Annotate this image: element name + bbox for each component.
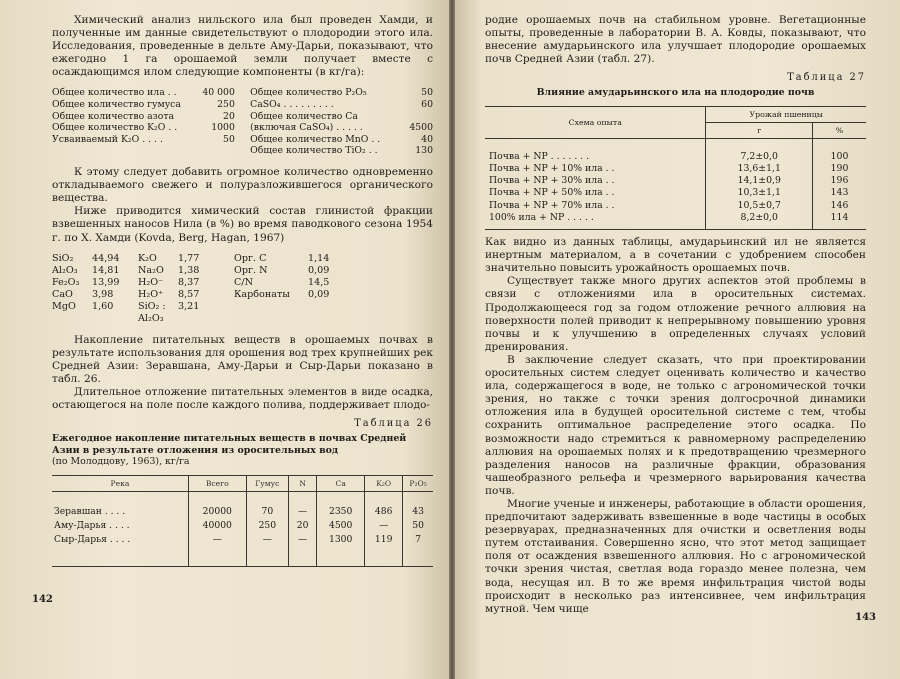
table-row — [485, 175, 866, 187]
table-row — [52, 519, 433, 533]
page-number-right: 143 — [855, 612, 876, 623]
chem-compound — [234, 301, 308, 325]
table-cell: 40000 — [188, 519, 246, 533]
page-number-left: 142 — [32, 594, 53, 605]
table-cell: Зеравшан . . . . — [54, 505, 126, 517]
table-cell: Почва + NP + 50% ила . . — [489, 187, 615, 199]
table-26-subtitle: (по Молодцову, 1963), кг/га — [52, 456, 190, 468]
chem-value: 13,99 — [92, 276, 120, 288]
table-cell: 20 — [289, 519, 317, 533]
table-26-body — [52, 491, 433, 566]
component-row — [52, 122, 235, 134]
right-paragraph-2: Как видно из данных таблицы, амударьинский ил не является инертным материалом, а в сочетании с удобрением способен значительно повысить урожайность орошаемых почв. — [485, 236, 866, 275]
table-26-header: N — [289, 475, 317, 491]
table-27-header-pct: % — [813, 122, 867, 138]
table-cell: Сыр-Дарья . . . . — [54, 533, 131, 545]
component-value: 130 — [415, 145, 433, 157]
chem-value: 14,5 — [308, 276, 330, 288]
table-cell: Почва + NP . . . . . . . — [489, 150, 590, 162]
components-column-left — [52, 87, 235, 157]
chem-compound: Al₂O₃ — [52, 264, 78, 276]
component-row — [250, 111, 433, 123]
chem-compound: Fe₂O₃ — [52, 276, 80, 288]
table-cell: 1300 — [317, 533, 365, 567]
component-value: 50 — [223, 133, 235, 145]
chem-compound: CaO — [52, 288, 73, 300]
chem-value: 1,60 — [92, 300, 114, 312]
table-row — [485, 212, 866, 230]
component-row — [250, 122, 433, 134]
table-26-header: P₂O₅ — [403, 475, 433, 491]
table-27-caption: Таблица 27 — [787, 72, 866, 84]
chem-value: 8,37 — [178, 276, 200, 288]
components-column-right — [250, 87, 433, 157]
component-row — [250, 134, 433, 146]
chem-compound: C/N — [234, 276, 253, 288]
table-cell: Почва + NP + 70% ила . . — [489, 199, 615, 211]
table-cell: 119 — [365, 533, 403, 567]
table-cell: 10,5±0,7 — [706, 200, 813, 212]
chem-value: 1,14 — [308, 252, 330, 264]
table-27-body — [485, 138, 866, 229]
chem-value: 0,09 — [308, 288, 330, 300]
table-cell: 7 — [403, 533, 433, 567]
table-row — [485, 163, 866, 175]
left-page — [0, 0, 449, 679]
left-paragraph-4: Накопление питательных веществ в орошаемых почвах в результате использования для орошения вод трех крупнейших рек Средней Азии: Зеравшана, Аму-Дарьи и Сыр-Дарьи показано в табл. 26. — [52, 333, 433, 385]
chem-value — [308, 301, 364, 325]
table-cell: 43 — [403, 491, 433, 519]
component-value: 1000 — [211, 122, 235, 134]
nile-clay-composition — [52, 253, 433, 325]
component-value: 60 — [421, 99, 433, 111]
component-value: 40 — [421, 133, 433, 145]
chem-compound: H₂O⁺ — [138, 288, 164, 300]
table-cell: 486 — [365, 491, 403, 519]
table-row — [485, 138, 866, 163]
table-cell: 190 — [813, 163, 867, 175]
table-cell: 100% ила + NP . . . . . — [489, 211, 594, 223]
table-27-header-yield: Урожай пшеницы — [706, 106, 866, 122]
table-cell: 20000 — [188, 491, 246, 519]
component-value: 4500 — [409, 122, 433, 134]
chem-value: 3,21 — [178, 300, 200, 312]
table-cell: 7,2±0,0 — [706, 138, 813, 163]
table-26-header: Всего — [188, 475, 246, 491]
chem-value: 1,77 — [178, 252, 200, 264]
left-paragraph-2: К этому следует добавить огромное количество одновременно откладываемого свежего и полуразложившегося органического вещества. — [52, 166, 433, 205]
table-cell: Аму-Дарья . . . . — [54, 519, 130, 531]
chem-value: 3,98 — [92, 288, 114, 300]
chem-value: 14,81 — [92, 264, 120, 276]
component-value: 250 — [217, 99, 235, 111]
table-cell: 100 — [813, 138, 867, 163]
component-label: Усваиваемый K₂O . . . . — [52, 133, 163, 145]
component-label: Общее количество Ca — [250, 110, 358, 122]
component-row — [52, 87, 235, 99]
table-26-header: Река — [52, 475, 188, 491]
component-row — [250, 99, 433, 111]
component-label: (включая CaSO₄) . . . . . — [250, 122, 363, 134]
component-row — [52, 99, 235, 111]
table-cell: 50 — [403, 519, 433, 533]
right-paragraph-5: Многие ученые и инженеры, работающие в области орошения, предпочитают задерживать взвешенные в воде частицы в особых резервуарах, предназначенных для очистки и осветления воды путем отстаивания. Совершенно ясно, что этот метод защищает поля от осаждения взвешенного аллювия. Но с агрономической точки зрения чистая, светлая вода гораздо менее полезна, чем вода, несущая ил. В то же время инфильтрация чистой воды происходит в несколько раз интенсивнее, чем инфильтрация мутной. Чем чище — [485, 497, 866, 615]
chem-compound: K₂O — [138, 252, 157, 264]
chem-compound: Орг. N — [234, 264, 268, 276]
table-cell: — — [246, 533, 288, 567]
component-label: Общее количество гумуса — [52, 99, 181, 111]
chem-compound: SiO₂ — [52, 252, 74, 264]
table-27 — [485, 106, 866, 230]
table-cell: 8,2±0,0 — [706, 212, 813, 230]
table-27-header-scheme: Схема опыта — [485, 106, 706, 138]
table-26-caption: Таблица 26 — [354, 418, 433, 430]
component-value: 40 000 — [202, 87, 235, 99]
table-26-header: Гумус — [246, 475, 288, 491]
right-paragraph-4: В заключение следует сказать, что при проектировании оросительных систем следует оценивать количество и качество ила, содержащегося в воде, не только с агрономической точки зрения, но также с точки зрения долгосрочной динамики отложения ила в будущей оросительной системе с тем, чтобы сохранить оптимальное распределение этого осадка. По возможности надо стремиться к равномерному распределению аллювия на орошаемых полях и к предотвращению чрезмерного разделения наносов на различные фракции, образования чашеобразного рельефа и чрезмерного варьирования качества почв. — [485, 353, 866, 497]
right-paragraph-3: Существует также много других аспектов этой проблемы в связи с отложениями ила в оросительных системах. Продолжающееся год за годом отложение речного аллювия на поверхности полей приводит к непрерывному повышению уровня почвы и к улучшению в определенных случаях условий дренирования. — [485, 275, 866, 353]
component-label: CaSO₄ . . . . . . . . . — [250, 99, 334, 111]
component-label: Общее количество азота — [52, 110, 175, 122]
chem-compound: Карбонаты — [234, 288, 290, 300]
right-paragraph-1: родие орошаемых почв на стабильном уровне. Вегетационные опыты, проведенные в лаборатории В. А. Ковды, показывают, что внесение амударьинского ила улучшает плодородие орошаемых почв Средней Азии (табл. 27). — [485, 14, 866, 66]
chem-compound: Na₂O — [138, 264, 164, 276]
left-paragraph-1: Химический анализ нильского ила был проведен Хамди, и полученные им данные свидетельствуют о плодородии этого ила. Исследования, проведенные в дельте Аму-Дарьи, показывают, что ежегодно 1 га орошаемой земли получает вместе с осаждающимся илом следующие компоненты (в кг/га): — [52, 14, 433, 79]
table-26 — [52, 475, 433, 567]
component-row — [250, 87, 433, 99]
table-row — [485, 187, 866, 199]
table-27-header-g: г — [706, 122, 813, 138]
table-26-header: Ca — [317, 475, 365, 491]
chem-compound: Орг. C — [234, 252, 267, 264]
component-row — [52, 111, 235, 123]
table-row — [485, 200, 866, 212]
table-cell: 146 — [813, 200, 867, 212]
component-value: 50 — [421, 87, 433, 99]
table-cell: Почва + NP + 30% ила . . — [489, 175, 615, 187]
chem-value: 0,09 — [308, 264, 330, 276]
chem-value: 1,38 — [178, 264, 200, 276]
table-26-title: Ежегодное накопление питательных веществ в почвах Средней Азии в результате отложения из оросительных вод — [52, 433, 407, 456]
chem-value: 8,57 — [178, 288, 200, 300]
table-26-header: K₂O — [365, 475, 403, 491]
table-cell: 13,6±1,1 — [706, 163, 813, 175]
table-row — [52, 491, 433, 519]
table-cell: 10,3±1,1 — [706, 187, 813, 199]
silt-components-list — [52, 87, 433, 157]
table-26-header-row — [52, 475, 433, 491]
table-row — [52, 533, 433, 567]
right-page — [455, 0, 900, 679]
component-label: Общее количество MnO . . — [250, 133, 381, 145]
component-label: Общее количество K₂O . . — [52, 122, 178, 134]
table-cell: — — [289, 491, 317, 519]
table-cell: 114 — [813, 212, 867, 230]
component-row — [52, 134, 235, 146]
component-label: Общее количество TiO₂ . . — [250, 145, 378, 157]
table-cell: — — [188, 533, 246, 567]
table-cell: 143 — [813, 187, 867, 199]
chem-value: 44,94 — [92, 252, 120, 264]
table-cell: 4500 — [317, 519, 365, 533]
table-cell: 196 — [813, 175, 867, 187]
table-cell: — — [365, 519, 403, 533]
table-cell: 2350 — [317, 491, 365, 519]
chem-compound: H₂O⁻ — [138, 276, 164, 288]
table-27-title: Влияние амударьинского ила на плодородие почв — [536, 87, 815, 99]
table-cell: 250 — [246, 519, 288, 533]
chem-compound: MgO — [52, 300, 76, 312]
component-row — [250, 145, 433, 157]
chem-compound: SiO₂ : Al₂O₃ — [138, 300, 166, 324]
left-paragraph-3: Ниже приводится химический состав глинистой фракции взвешенных наносов Нила (в %) во время паводкового сезона 1954 г. по Х. Хамди (Kovda, Berg, Hagan, 1967) — [52, 205, 433, 244]
component-label: Общее количество ила . . — [52, 87, 177, 99]
table-cell: Почва + NP + 10% ила . . — [489, 163, 615, 175]
left-paragraph-5: Длительное отложение питательных элементов в виде осадка, остающегося на поле после каждого полива, поддерживает плодо- — [52, 385, 433, 412]
table-cell: 70 — [246, 491, 288, 519]
table-cell: 14,1±0,9 — [706, 175, 813, 187]
component-value: 20 — [223, 110, 235, 122]
table-cell: — — [289, 533, 317, 567]
component-label: Общее количество P₂O₅ — [250, 87, 367, 99]
